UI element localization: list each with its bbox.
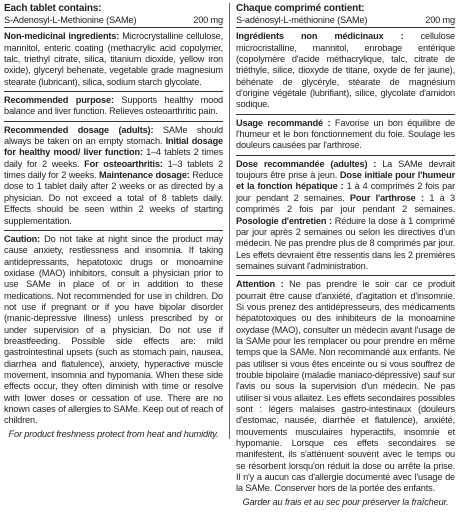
storage-note: For product freshness protect from heat and humidity. — [8, 428, 219, 439]
attention-label-fr: Attention : — [236, 279, 284, 290]
section-divider — [236, 275, 455, 276]
dose-osteo-text-fr: 1 à 3 comprimés 2 fois par jour pendant 2 semaines. — [236, 192, 455, 215]
dose-osteo-label-fr: Pour l'arthrose : — [349, 192, 424, 203]
ingredient-amount: 200 mg — [193, 15, 223, 25]
contents-heading-fr: Chaque comprimé contient: — [236, 3, 365, 14]
caution-label: Caution: — [4, 233, 41, 244]
storage-note-fr: Garder au frais et au sec pour préserver la fraîcheur. — [242, 496, 449, 507]
nonmedicinal-text: Microcrystalline cellulose, mannitol, enteric coating (methacrylic acid copolymer, talc, triethyl citrate, silica, titanium dioxide, yellow iron oxide), glyceryl behenate, vegetable grade magnesium stearate (lubricant), silica, sodium starch glycolate. — [4, 31, 224, 87]
section-divider — [236, 114, 455, 115]
ingredient-row — [4, 15, 223, 28]
nonmedicinal-label-fr: Ingrédients non médicinaux : — [236, 31, 404, 42]
dosage-text: SAMe should always be taken on an empty stomach. — [4, 124, 223, 147]
purpose-label: Recommended purpose: — [4, 95, 114, 106]
nonmedicinal-ingredients — [4, 31, 223, 88]
recommended-dosage — [4, 125, 223, 227]
attention-text-fr: Ne pas prendre le soir car ce produit pourrait être cause d'anxiété, d'agitation et d'insomnie. Si vous prenez des antidépresseurs, des médicaments hépatotoxiques ou des inhibiteurs de la monoamine oxydase (MAO), consulter un médecin avant l'usage de la SAMe pour les remplacer ou pour prendre en même temps que la SAMe. Non recommandé aux enfants. Ne pas utiliser si vous êtes enceinte ou si vous souffrez de trouble bipolaire (maladie maniaco-dépressive) sauf sur l'avis ou sous la supervision d'un médecin. Ne pas utiliser si vous allaitez. Les effets secondaires possibles sont : légers malaises gastro-intestinaux (douleurs d'estomac, nausée, diarrhée et flatulence), anxiété, mouvements musculaires hyperactifs, insomnie et hypomanie. Lorsque ces effets secondaires se manifestent, ils s'atténuent souvent avec le temps ou se résorbent lorsqu'on réduit la dose ou arrête la prise. Il n'y a aucun cas d'allergie documenté avec l'usage de la SAMe. Conserver hors de la portée des enfants. — [236, 279, 455, 494]
dose-text-fr: La SAMe devrait toujours être prise à jeun. — [236, 158, 455, 181]
section-divider — [236, 155, 455, 156]
dose-maintenance-label-fr: Posologie d'entretien : — [236, 215, 332, 226]
section-divider — [4, 91, 223, 92]
usage-label-fr: Usage recommandé : — [236, 117, 331, 128]
dosage-initial-text: 1–4 tablets 2 times daily for 2 weeks. — [4, 147, 223, 169]
contents-heading: Each tablet contains: — [4, 3, 102, 14]
english-column — [4, 3, 223, 449]
recommended-dose-fr — [236, 159, 455, 272]
dose-label-fr: Dose recommandée (adultes) : — [236, 158, 377, 169]
section-divider — [4, 121, 223, 122]
dose-maintenance-text-fr: Réduire la dose à 1 comprimé par jour après 2 semaines ou selon les directives d'un médecin. Ne pas prendre plus de 8 comprimés par jour. Les effets devraient être ressentis dans les 2 premières semaines suivant l'administration. — [236, 215, 455, 271]
nonmedicinal-label: Non-medicinal ingredients: — [4, 31, 120, 42]
ingredient-row-fr — [236, 15, 455, 28]
ingredient-amount-fr: 200 mg — [425, 15, 455, 25]
purpose-text: Supports healthy mood balance and liver function. Relieves osteoarthritic pain. — [4, 95, 223, 117]
ingredient-name: S-Adenosyl-L-Methionine (SAMe) — [4, 15, 137, 25]
recommended-purpose — [4, 95, 223, 118]
caution — [4, 234, 223, 427]
nonmedicinal-ingredients-fr — [236, 31, 455, 110]
dose-initial-label-fr: Dose initiale pour l'humeur et la fonction hépatique : — [236, 170, 455, 192]
recommended-usage-fr — [236, 118, 455, 152]
dosage-osteo-text: 1–3 tablets 2 times daily for 2 weeks. — [4, 158, 223, 181]
ingredient-name-fr: S-adénosyl-L-méthionine (SAMe) — [236, 15, 368, 25]
dosage-initial-label: Initial dosage for healthy mood/ liver function: — [4, 136, 223, 158]
section-divider — [4, 230, 223, 231]
dosage-osteo-label: For osteoarthritis: — [84, 158, 163, 169]
usage-text-fr: Favorise un bon équilibre de l'humeur et le bon fonctionnement du foie. Soulage les douleurs causées par l'arthrose. — [236, 117, 455, 151]
attention-fr — [236, 279, 455, 495]
nonmedicinal-text-fr: cellulose microcristalline, mannitol, enrobage entérique (copolymère d'acide méthacrylique, talc, citrate de triéthyle, silice, dioxyde de titane, oxyde de fer jaune), béhénate de glycéryle, stéarate de magnésium d'origine végétale (lubrifiant), silice, glycolate d'amidon sodique. — [236, 31, 455, 110]
dosage-maintenance-label: Maintenance dosage: — [98, 170, 190, 181]
dose-initial-text-fr: 1 à 4 comprimés 2 fois par jour pendant 2 semaines. — [236, 181, 455, 203]
dosage-maintenance-text: Reduce dose to 1 tablet daily after 2 weeks or as directed by a physician. Do not exceed a total of 8 tablets daily. Effects should be seen within 2 weeks of starting supplementation. — [4, 170, 223, 226]
caution-text: Do not take at night since the product may cause anxiety, restlessness and insomnia. If taking antidepressants, hepatotoxic drugs or monoamine oxidase (MAO) inhibitors, consult a physician prior to use SAMe in place of or in addition to these medications. Not recommended for use in children. Do not use if pregnant or if you have bipolar disorder (manic-depressive illness) unless prescribed by or under supervision of a physician. Do not use if breastfeeding. Possible side effects are: mild gastrointestinal upsets (such as stomach pain, nausea, diarrhea and flatulence), anxiety, hyperactive muscle movement, insomnia and hypomania. When these side effects occur, they often diminish with time or resolve with lower doses or cessation of use. There are no known cases of allergies to SAMe. Keep out of reach of children. — [4, 233, 223, 426]
column-divider — [229, 3, 230, 439]
french-column — [236, 3, 455, 517]
dosage-label: Recommended dosage (adults): — [4, 124, 154, 135]
